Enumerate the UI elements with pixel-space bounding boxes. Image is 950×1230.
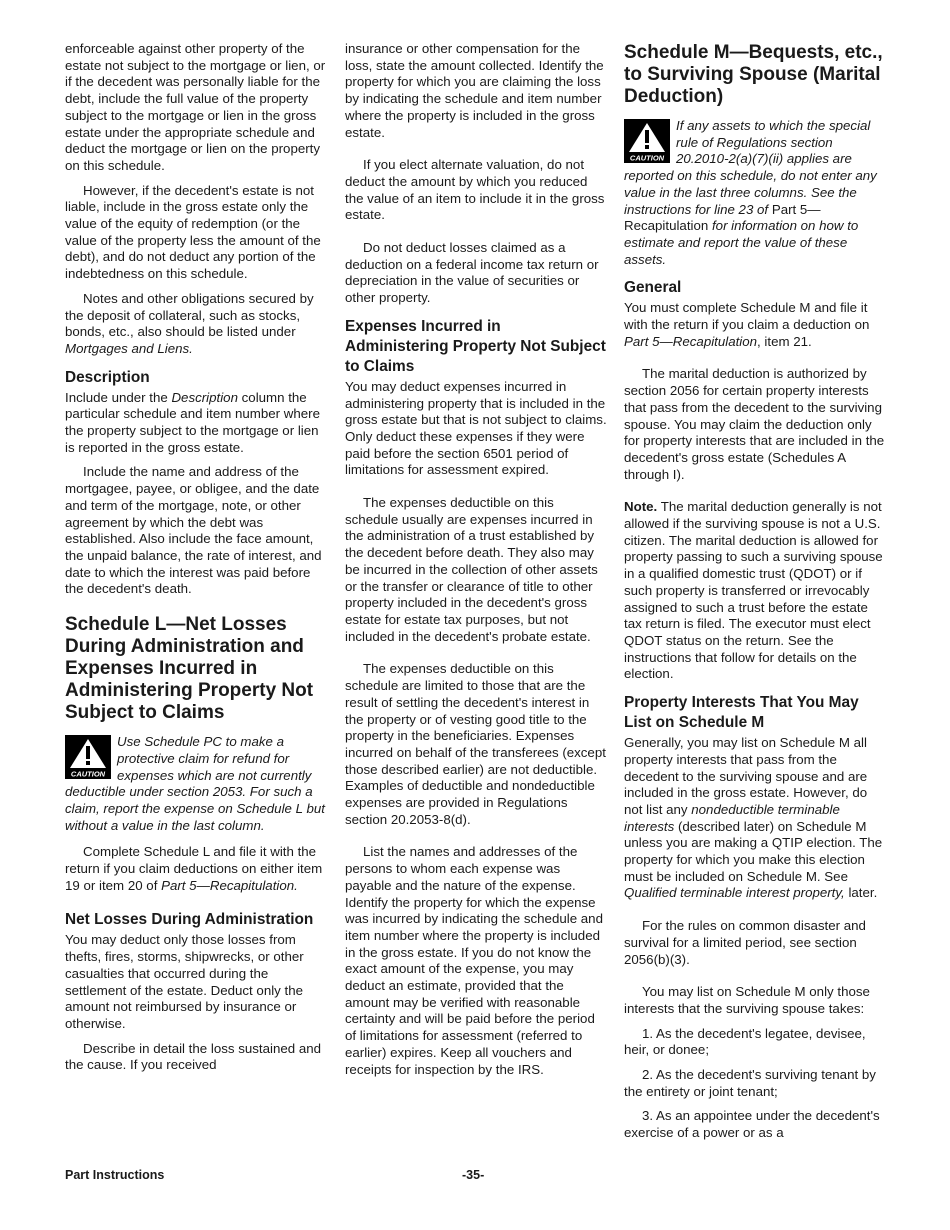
paragraph: The expenses deductible on this schedule usually are expenses incurred in the administration of a trust established by the decedent before death. They also may be incurred in the collection of other assets or the transfer or clearance of title to other property included in the decedent's gross estate for estate tax purposes, but not included in the decedent's probate estate. <box>345 495 598 644</box>
paragraph: You may list on Schedule M only those interests that the surviving spouse takes: <box>624 984 870 1016</box>
paragraph: The expenses deductible on this schedule are limited to those that are the result of settling the decedent's interest in the property or of vesting good title to the property in the beneficiaries. Expenses incurred on behalf of the transferees (except those described earlier) are not deductible. Examples of deductible and nondeductible expenses are provided in Regulations section 20.2053-8(d). <box>345 661 606 827</box>
list-item: 2. As the decedent's surviving tenant by the entirety or joint tenant; <box>624 1067 876 1099</box>
paragraph: You must complete Schedule M and file it with the return if you claim a deduction on Part 5—Recapitulation, item 21. <box>624 300 870 349</box>
svg-text:CAUTION: CAUTION <box>70 769 106 779</box>
paragraph: List the names and addresses of the persons to whom each expense was payable and the nature of the expense. Identify the property for which the expense was incurred by indicating the schedule and item number where the property is included in the gross estate. If you do not know the exact amount of the expense, you may deduct an estimate, provided that the amount may be verified with reasonable certainty and will be paid before the period of limitations for assessment (referred to earlier) expires. Keep all vouchers and receipts for inspection by the IRS. <box>345 844 603 1077</box>
caution-note: CAUTION If any assets to which the special rule of Regulations section 20.2010-2(a)(7)(ii) applies are reported on this schedule, do not enter any value in the last three columns. See the instructions for line 23 of Part 5—Recapitulation for information on how to estimate and report the value of these assets. <box>624 118 877 267</box>
paragraph: Generally, you may list on Schedule M all property interests that pass from the decedent to the surviving spouse and are included in the gross estate. However, do not list any nondeductible terminable interests (described later) on Schedule M unless you are making a QTIP election. The property for which you make this election must be included on Schedule M. See Qualified terminable interest property, later. <box>624 735 883 901</box>
paragraph: If you elect alternate valuation, do not deduct the amount by which you reduced the value of an item to include it in the gross estate. <box>345 157 605 223</box>
heading-schedule-l: Schedule L—Net Losses During Administration and Expenses Incurred in Administering Property Not Subject to Claims <box>65 614 314 724</box>
paragraph: You may deduct expenses incurred in administering property that is included in the gross estate but that is not subject to claims. Only deduct these expenses if they were paid before the section 6501 period of limitations for assessment expired. <box>345 378 607 478</box>
paragraph-note: Note. The marital deduction generally is not allowed if the surviving spouse is not a U.S. citizen. The marital deduction is allowed for property passing to such a surviving spouse in a qualified domestic trust (QDOT) or if such property is transferred or irrevocably assigned to such a trust before the estate tax return is filed. The executor must elect QDOT status on the return. See the instructions that follow for details on the election. <box>624 499 883 682</box>
column-3 <box>624 41 886 1150</box>
paragraph: enforceable against other property of the estate not subject to the mortgage or lien, or if the decedent was personally liable for the debt, include the full value of the property subject to the mortgage or lien in the gross estate under the appropriate schedule and deduct the mortgage or lien on the property on this schedule. <box>65 41 326 173</box>
paragraph: insurance or other compensation for the loss, state the amount collected. Identify the property for which you are claiming the loss by indicating the schedule and item number where the property is included in the gross estate. <box>345 41 604 140</box>
paragraph: The marital deduction is authorized by section 2056 for certain property interests that pass from the decedent to the surviving spouse. You may claim the deduction only for property interests that are included in the decedent's gross estate (Schedules A through I). <box>624 366 885 482</box>
paragraph: Include the name and address of the mortgagee, payee, or obligee, and the date and term of the mortgage, note, or other agreement by which the debt was established. Also include the face amount, the unpaid balance, the rate of interest, and date to which the interest was paid before the decedent's death. <box>65 464 322 597</box>
paragraph: Include under the Description column the particular schedule and item number where the property subject to the mortgage or lien is reported in the gross estate. <box>65 389 320 455</box>
svg-text:CAUTION: CAUTION <box>629 153 665 163</box>
footer-section-title: Part Instructions <box>65 1168 165 1182</box>
paragraph: Notes and other obligations secured by the deposit of collateral, such as stocks, bonds, etc., also should be listed under Mortgages and Liens. <box>65 290 314 356</box>
list-item: 3. As an appointee under the decedent's exercise of a power or as a <box>624 1108 880 1141</box>
caution-icon <box>65 735 111 779</box>
list-item: 1. As the decedent's legatee, devisee, heir, or donee; <box>624 1025 866 1058</box>
caution-icon <box>624 119 670 163</box>
heading-description: Description <box>65 368 150 386</box>
column-2 <box>345 41 607 1086</box>
page-number: -35- <box>462 1168 485 1182</box>
heading-schedule-m: Schedule M—Bequests, etc., to Surviving Spouse (Marital Deduction) <box>624 42 883 107</box>
paragraph: However, if the decedent's estate is not liable, include in the gross estate only the value of the equity of redemption (or the value of the property less the amount of the debt), and do not deduct any portion of the indebtedness on this schedule. <box>65 182 321 282</box>
caution-note: CAUTION Use Schedule PC to make a protective claim for refund for expenses which are not currently deductible under section 2053. For such a claim, report the expense on Schedule L but without a value in the last column. <box>65 734 325 833</box>
heading-property-interests: Property Interests That You May List on Schedule M <box>624 694 859 732</box>
heading-general: General <box>624 279 682 297</box>
paragraph: Describe in detail the loss sustained and the cause. If you received <box>65 1040 322 1073</box>
paragraph: You may deduct only those losses from thefts, fires, storms, shipwrecks, or other casualties that occurred during the settlement of the estate. Deduct only the amount not reimbursed by insurance or otherwise. <box>65 932 304 1031</box>
paragraph: Do not deduct losses claimed as a deduction on a federal income tax return or depreciation in the value of securities or other property. <box>345 240 599 306</box>
paragraph: Complete Schedule L and file it with the return if you claim deductions on either item 19 or item 20 of Part 5—Recapitulation. <box>65 844 323 893</box>
column-1 <box>65 41 327 1082</box>
heading-net-losses: Net Losses During Administration <box>65 911 314 929</box>
paragraph: For the rules on common disaster and survival for a limited period, see section 2056(b)(3). <box>624 918 866 967</box>
heading-expenses: Expenses Incurred in Administering Property Not Subject to Claims <box>345 317 606 375</box>
